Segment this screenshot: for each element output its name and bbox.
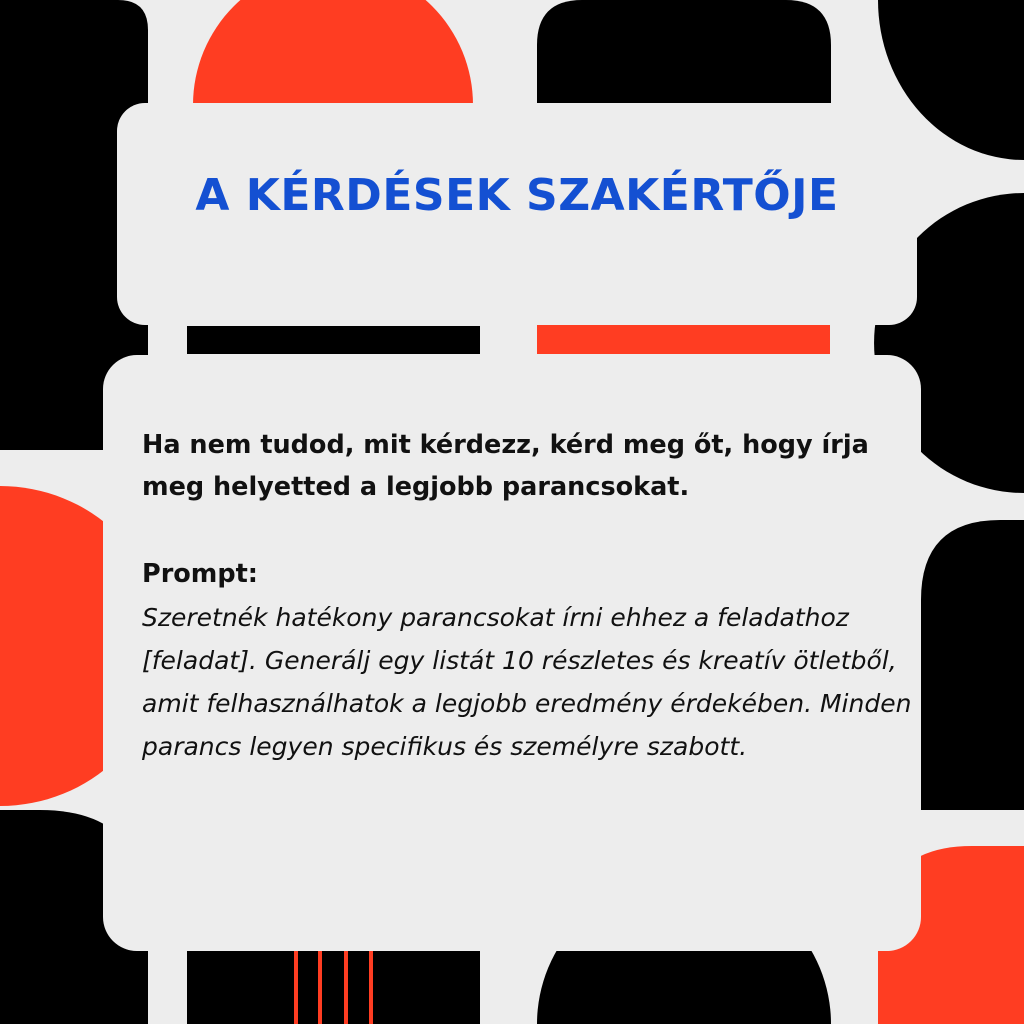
prompt-text: Szeretnék hatékony parancsokat írni ehhez a feladathoz [feladat]. Generálj egy listát 10 részletes és kreatív ötletből, amit felhasználhatok a legjobb eredmény érdekében. Minden parancs legyen specifikus és személyre szabott. xyxy=(142,603,912,761)
red-stripe-1 xyxy=(294,951,298,1024)
page-title: A KÉRDÉSEK SZAKÉRTŐJE xyxy=(195,170,839,221)
black-block-bottom xyxy=(187,951,480,1024)
black-arch-right xyxy=(921,520,1024,810)
prompt-label: Prompt: xyxy=(142,559,258,589)
intro-text: Ha nem tudod, mit kérdezz, kérd meg őt, hogy írja meg helyetted a legjobb parancsokat. xyxy=(142,430,869,502)
red-semicircle-top xyxy=(193,0,473,105)
black-arch-top-center xyxy=(537,0,831,105)
red-stripe-4 xyxy=(369,951,373,1024)
red-stripe-2 xyxy=(318,951,322,1024)
black-bar xyxy=(187,326,480,354)
red-stripe-3 xyxy=(344,951,348,1024)
